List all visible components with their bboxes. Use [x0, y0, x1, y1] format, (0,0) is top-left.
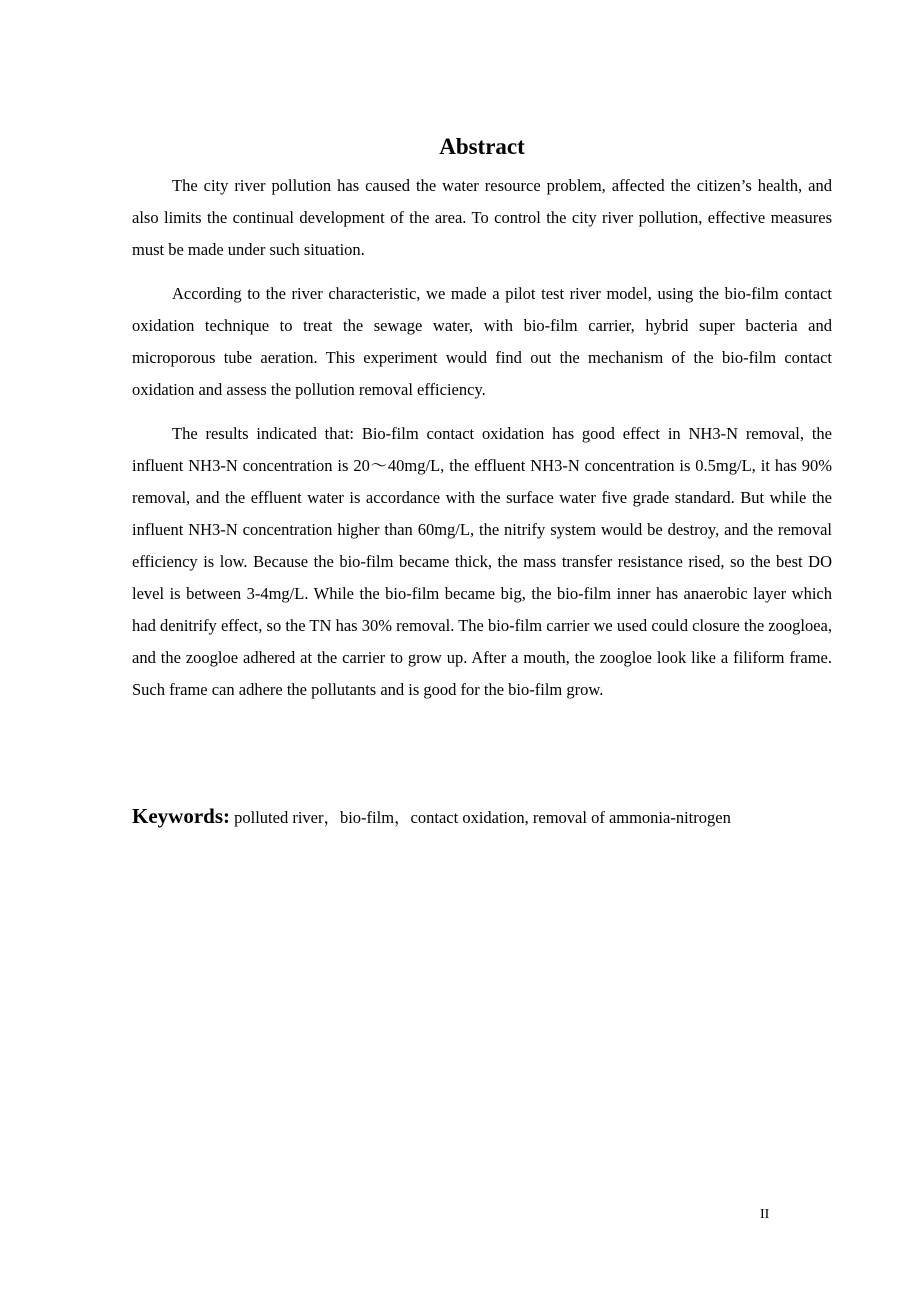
abstract-paragraph-3: The results indicated that: Bio-film contact oxidation has good effect in NH3-N removal, the influent NH3-N concentration is 20～40mg/L, the effluent NH3-N concentration is 0.5mg/L, it has 90% removal, and the effluent water is accordance with the surface water five grade standard. But while the influent NH3-N concentration higher than 60mg/L, the nitrify system would be destroy, and the removal efficiency is low. Because the bio-film became thick, the mass transfer resistance rised, so the best DO level is between 3-4mg/L. While the bio-film became big, the bio-film inner has anaerobic layer which had denitrify effect, so the TN has 30% removal. The bio-film carrier we used could closure the zoogloea, and the zoogloe adhered at the carrier to grow up. After a mouth, the zoogloe look like a filiform frame. Such frame can adhere the pollutants and is good for the bio-film grow. [132, 424, 832, 699]
abstract-body [132, 170, 832, 718]
abstract-title: Abstract [439, 134, 525, 159]
keywords-label: Keywords: [132, 804, 230, 828]
keywords-value: polluted river，bio-film，contact oxidation, removal of ammonia-nitrogen [230, 808, 731, 827]
keywords-line [132, 800, 832, 834]
page-number: II [760, 1207, 770, 1222]
abstract-paragraph-1: The city river pollution has caused the water resource problem, affected the citizen’s health, and also limits the continual development of the area. To control the city river pollution, effective measures must be made under such situation. [132, 176, 832, 259]
abstract-paragraph-2: According to the river characteristic, we made a pilot test river model, using the bio-film contact oxidation technique to treat the sewage water, with bio-film carrier, hybrid super bacteria and microporous tube aeration. This experiment would find out the mechanism of the bio-film contact oxidation and assess the pollution removal efficiency. [132, 284, 832, 399]
